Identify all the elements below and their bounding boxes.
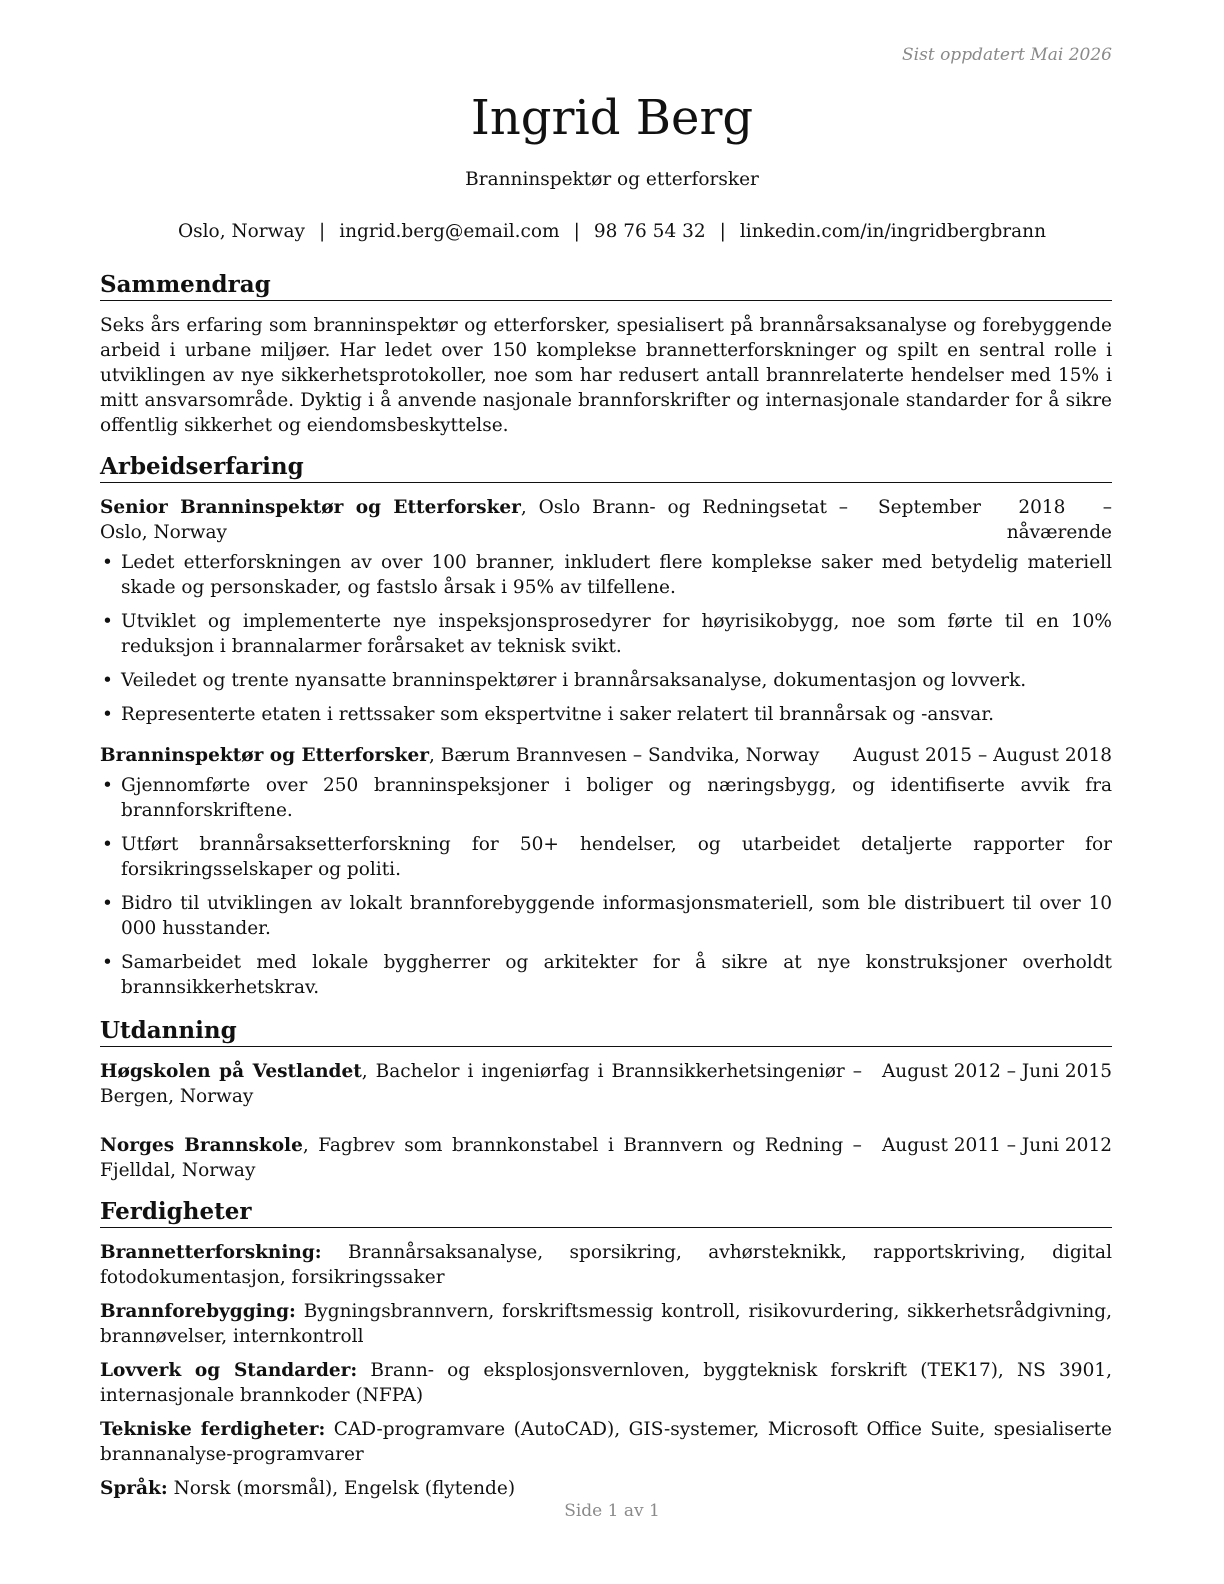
job-role: Senior Branninspektør og Etterforsker bbox=[100, 497, 521, 518]
skill-label: Lovverk og Standarder: bbox=[100, 1360, 358, 1381]
skill-label: Språk: bbox=[100, 1478, 168, 1499]
bullet-text: Utviklet og implementerte nye inspeksjonsprosedyrer for høyrisikobygg, noe som førte til en 10% reduksjon i brannalarmer forårsaket av teknisk svikt. bbox=[121, 611, 1112, 657]
candidate-title: Branninspektør og etterforsker bbox=[465, 169, 759, 190]
contact-separator: | bbox=[573, 221, 580, 242]
job-bullets bbox=[100, 773, 1112, 1000]
skill-label: Brannetterforskning: bbox=[100, 1242, 322, 1263]
job-role-line bbox=[100, 495, 878, 545]
skill-text: Brann- og eksplosjonsvernloven, byggteknisk forskrift (TEK17), NS 3901, internasjonale brannkoder (NFPA) bbox=[100, 1360, 1112, 1406]
contact-linkedin[interactable]: linkedin.com/in/ingridbergbrann bbox=[739, 221, 1046, 242]
job-org: , Bærum Brannvesen – Sandvika, Norway bbox=[428, 745, 820, 766]
contact-phone: 98 76 54 32 bbox=[593, 221, 706, 242]
education-detail: , Fagbrev som brannkonstabel i Brannvern og Redning – Fjelldal, Norway bbox=[100, 1135, 862, 1181]
job-header bbox=[100, 743, 1112, 768]
skill-text: CAD-programvare (AutoCAD), GIS-systemer, Microsoft Office Suite, spesialiserte brannanalyse-programvarer bbox=[100, 1419, 1112, 1465]
education-section bbox=[100, 1016, 1112, 1183]
education-school-line bbox=[100, 1133, 882, 1183]
education-school: Norges Brannskole bbox=[100, 1135, 303, 1156]
education-entry bbox=[100, 1059, 1112, 1109]
list-item bbox=[100, 891, 1112, 941]
job-entry bbox=[100, 495, 1112, 727]
skill-row bbox=[100, 1417, 1112, 1467]
summary-section bbox=[100, 270, 1112, 438]
section-title-summary: Sammendrag bbox=[100, 270, 1112, 301]
education-entry bbox=[100, 1133, 1112, 1183]
bullet-icon: • bbox=[102, 952, 113, 973]
list-item bbox=[100, 950, 1112, 1000]
job-role-line bbox=[100, 743, 853, 768]
bullet-icon: • bbox=[102, 552, 113, 573]
bullet-icon: • bbox=[102, 611, 113, 632]
list-item bbox=[100, 609, 1112, 659]
resume-body bbox=[100, 270, 1112, 1515]
bullet-icon: • bbox=[102, 670, 113, 691]
list-item bbox=[100, 832, 1112, 882]
job-entry bbox=[100, 743, 1112, 1000]
skills-section bbox=[100, 1197, 1112, 1501]
education-school: Høgskolen på Vestlandet bbox=[100, 1061, 362, 1082]
job-org: , Oslo Brann- og Redningsetat – Oslo, Norway bbox=[100, 497, 848, 543]
education-school-line bbox=[100, 1059, 882, 1109]
list-item bbox=[100, 773, 1112, 823]
bullet-icon: • bbox=[102, 775, 113, 796]
list-item bbox=[100, 550, 1112, 600]
skill-row bbox=[100, 1240, 1112, 1290]
contact-separator: | bbox=[318, 221, 326, 242]
last-updated: Sist oppdatert Mai 2026 bbox=[902, 45, 1112, 65]
skill-row bbox=[100, 1299, 1112, 1349]
contact-line bbox=[0, 219, 1224, 244]
education-dates: August 2011 – Juni 2012 bbox=[881, 1135, 1112, 1156]
bullet-text: Samarbeidet med lokale byggherrer og arkitekter for å sikre at nye konstruksjoner overholdt brannsikkerhetskrav. bbox=[121, 952, 1112, 998]
skill-label: Brannforebygging: bbox=[100, 1301, 296, 1322]
skill-text: Bygningsbrannvern, forskriftsmessig kontroll, risikovurdering, sikkerhetsrådgivning, brannøvelser, internkontroll bbox=[100, 1301, 1112, 1347]
list-item bbox=[100, 702, 1112, 727]
section-title-skills: Ferdigheter bbox=[100, 1197, 1112, 1228]
bullet-icon: • bbox=[102, 704, 113, 725]
skill-row bbox=[100, 1358, 1112, 1408]
section-title-education: Utdanning bbox=[100, 1016, 1112, 1047]
skill-text: Norsk (morsmål), Engelsk (flytende) bbox=[167, 1478, 516, 1499]
bullet-text: Veiledet og trente nyansatte branninspektører i brannårsaksanalyse, dokumentasjon og lovverk. bbox=[121, 670, 1027, 691]
bullet-icon: • bbox=[102, 893, 113, 914]
candidate-name: Ingrid Berg bbox=[470, 90, 754, 146]
summary-text: Seks års erfaring som branninspektør og etterforsker, spesialisert på brannårsaksanalyse og forebyggende arbeid i urbane miljøer. Har ledet over 150 komplekse brannetterforskninger og spilt en sentral rolle i utviklingen av nye sikkerhetsprotokoller, noe som har redusert antall brannrelaterte hendelser med 15% i mitt ansvarsområde. Dyktig i å anvende nasjonale brannforskrifter og internasjonale standarder for å sikre offentlig sikkerhet og eiendomsbeskyttelse. bbox=[100, 315, 1112, 436]
experience-section bbox=[100, 452, 1112, 1000]
bullet-text: Bidro til utviklingen av lokalt brannforebyggende informasjonsmateriell, som ble distribuert til over 10 000 husstander. bbox=[121, 893, 1112, 939]
job-role: Branninspektør og Etterforsker bbox=[100, 745, 429, 766]
contact-separator: | bbox=[719, 221, 726, 242]
bullet-icon: • bbox=[102, 834, 113, 855]
skill-text: Brannårsaksanalyse, sporsikring, avhørsteknikk, rapportskriving, digital fotodokumentasjon, forsikringssaker bbox=[100, 1242, 1112, 1288]
bullet-text: Representerte etaten i rettssaker som ekspertvitne i saker relatert til brannårsak og -ansvar. bbox=[121, 704, 995, 725]
contact-email[interactable]: ingrid.berg@email.com bbox=[339, 221, 560, 242]
job-bullets bbox=[100, 550, 1112, 727]
job-dates: September 2018 – nåværende bbox=[878, 497, 1112, 543]
skill-row bbox=[100, 1476, 1112, 1501]
page-number: Side 1 av 1 bbox=[564, 1501, 660, 1521]
bullet-text: Utført brannårsaksetterforskning for 50+ hendelser, og utarbeidet detaljerte rapporter for forsikringsselskaper og politi. bbox=[121, 834, 1112, 880]
job-header bbox=[100, 495, 1112, 545]
list-item bbox=[100, 668, 1112, 693]
job-dates: August 2015 – August 2018 bbox=[853, 745, 1112, 766]
bullet-text: Gjennomførte over 250 branninspeksjoner i boliger og næringsbygg, og identifiserte avvik fra brannforskriftene. bbox=[121, 775, 1112, 821]
section-title-experience: Arbeidserfaring bbox=[100, 452, 1112, 483]
education-detail: , Bachelor i ingeniørfag i Brannsikkerhetsingeniør – Bergen, Norway bbox=[100, 1061, 862, 1107]
education-dates: August 2012 – Juni 2015 bbox=[881, 1061, 1112, 1082]
bullet-text: Ledet etterforskningen av over 100 branner, inkludert flere komplekse saker med betydelig materiell skade og personskader, og fastslo årsak i 95% av tilfellene. bbox=[121, 552, 1112, 598]
skill-label: Tekniske ferdigheter: bbox=[100, 1419, 326, 1440]
contact-location: Oslo, Norway bbox=[177, 221, 305, 242]
